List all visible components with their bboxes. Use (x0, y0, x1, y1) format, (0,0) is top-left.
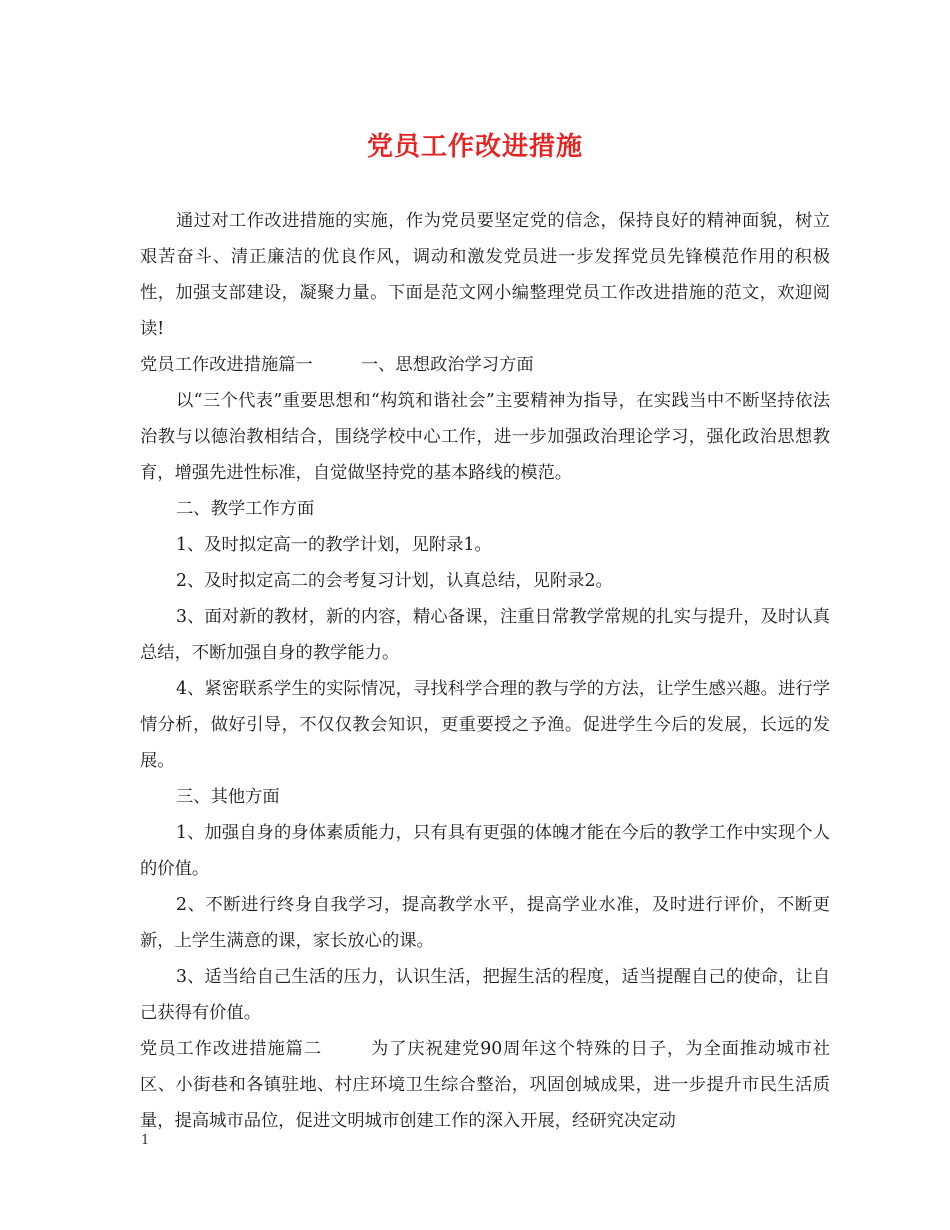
teaching-item-1: 1、及时拟定高一的教学计划，见附录1。 (176, 535, 492, 555)
section-one-heading: 党员工作改进措施篇一 (140, 355, 313, 375)
other-heading: 三、其他方面 (176, 787, 280, 807)
politics-paragraph: 以“三个代表”重要思想和“构筑和谐社会”主要精神为指导，在实践当中不断坚持依法治教与以德治教相结合，围绕学校中心工作，进一步加强政治理论学习，强化政治思想教育，增强先进性标准，自觉做坚持党的基本路线的模范。 (140, 391, 830, 483)
other-item-1: 1、加强自身的身体素质能力，只有具有更强的体魄才能在今后的教学工作中实现个人的价值。 (140, 823, 830, 879)
section-one-line (140, 347, 830, 383)
teaching-item-2: 2、及时拟定高二的会考复习计划，认真总结，见附录2。 (176, 571, 613, 591)
politics-heading: 一、思想政治学习方面 (360, 355, 534, 375)
other-item-3: 3、适当给自己生活的压力，认识生活，把握生活的程度，适当提醒自己的使命，让自己获得有价值。 (140, 967, 830, 1023)
section-two-paragraph: 为了庆祝建党90周年这个特殊的日子，为全面推动城市社区、小街巷和各镇驻地、村庄环境卫生综合整治，巩固创城成果，进一步提升市民生活质量，提高城市品位，促进文明城市创建工作的深入开展，经研究决定动 (140, 1039, 830, 1131)
section-two-line (140, 1031, 830, 1139)
document-body (140, 203, 830, 1139)
section-two-heading: 党员工作改进措施篇二 (140, 1039, 323, 1059)
teaching-item-3: 3、面对新的教材，新的内容，精心备课，注重日常教学常规的扎实与提升，及时认真总结，不断加强自身的教学能力。 (140, 607, 830, 663)
other-item-2: 2、不断进行终身自我学习，提高教学水平，提高学业水准，及时进行评价，不断更新，上学生满意的课，家长放心的课。 (140, 895, 830, 951)
intro-paragraph: 通过对工作改进措施的实施，作为党员要坚定党的信念，保持良好的精神面貌，树立艰苦奋斗、清正廉洁的优良作风，调动和激发党员进一步发挥党员先锋模范作用的积极性，加强支部建设，凝聚力量。下面是范文网小编整理党员工作改进措施的范文，欢迎阅读! (140, 211, 830, 339)
page-number: 1 (141, 1133, 150, 1148)
document-title: 党员工作改进措施 (366, 132, 583, 162)
teaching-heading: 二、教学工作方面 (176, 499, 315, 519)
teaching-item-4: 4、紧密联系学生的实际情况，寻找科学合理的教与学的方法，让学生感兴趣。进行学情分析，做好引导，不仅仅教会知识，更重要授之予渔。促进学生今后的发展，长远的发展。 (140, 679, 830, 771)
